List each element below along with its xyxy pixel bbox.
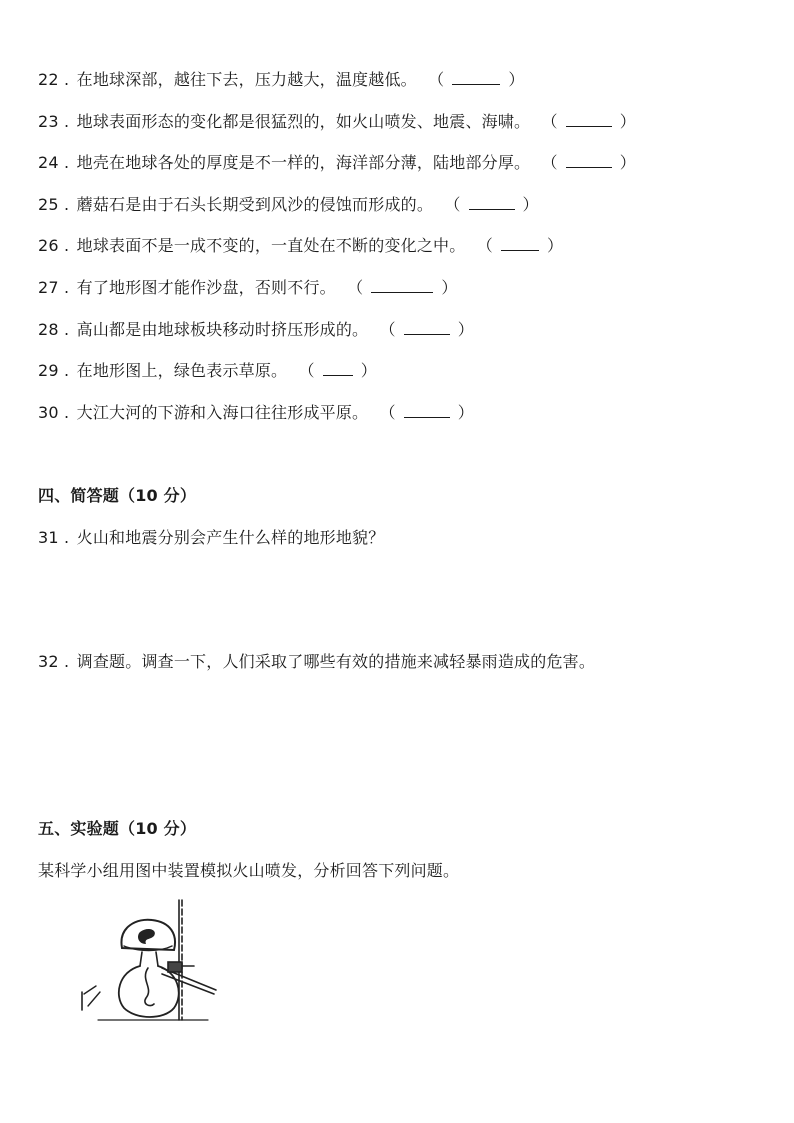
answer-paren-close: ） <box>457 403 474 422</box>
question-26 <box>38 236 563 256</box>
question-text: 地壳在地球各处的厚度是不一样的，海洋部分薄，陆地部分厚。 <box>76 153 531 172</box>
answer-paren-open: （ <box>444 195 461 214</box>
answer-blank[interactable] <box>566 153 612 168</box>
answer-paren-open: （ <box>379 320 396 339</box>
question-24 <box>38 153 636 173</box>
answer-paren-close: ） <box>619 153 636 172</box>
question-text: 地球表面形态的变化都是很猛烈的，如火山喷发、地震、海啸。 <box>76 112 531 131</box>
answer-blank[interactable] <box>404 320 450 335</box>
answer-blank[interactable] <box>452 70 500 85</box>
question-25 <box>38 195 539 215</box>
question-text: 在地球深部，越往下去，压力越大，温度越低。 <box>76 70 417 89</box>
question-29 <box>38 361 377 381</box>
answer-paren-open: （ <box>541 153 558 172</box>
question-28 <box>38 320 474 340</box>
question-30 <box>38 403 474 423</box>
answer-paren-open: （ <box>476 236 493 255</box>
answer-paren-open: （ <box>379 403 396 422</box>
answer-paren-close: ） <box>441 278 458 297</box>
question-text: 蘑菇石是由于石头长期受到风沙的侵蚀而形成的。 <box>76 195 434 214</box>
question-number: 22 . <box>38 70 70 89</box>
answer-paren-open: （ <box>541 112 558 131</box>
answer-blank[interactable] <box>469 195 515 210</box>
answer-paren-close: ） <box>457 320 474 339</box>
question-number: 28 . <box>38 320 70 339</box>
answer-paren-close: ） <box>522 195 539 214</box>
question-32 <box>38 652 595 672</box>
question-text: 大江大河的下游和入海口往往形成平原。 <box>76 403 369 422</box>
answer-paren-open: （ <box>347 278 364 297</box>
question-27 <box>38 278 458 298</box>
answer-paren-close: ） <box>546 236 564 255</box>
section-title-short-answer: 四、简答题（10 分） <box>38 486 197 505</box>
volcano-apparatus-drawing <box>78 896 228 1026</box>
volcano-apparatus-figure <box>78 896 228 1026</box>
answer-paren-open: （ <box>298 361 315 380</box>
question-number: 26 . <box>38 236 70 255</box>
question-23 <box>38 112 636 132</box>
answer-paren-close: ） <box>619 112 636 131</box>
question-number: 30 . <box>38 403 70 422</box>
answer-blank[interactable] <box>323 361 353 376</box>
answer-paren-close: ） <box>508 70 525 89</box>
question-text: 调查题。调查一下，人们采取了哪些有效的措施来减轻暴雨造成的危害。 <box>76 652 596 671</box>
answer-blank[interactable] <box>371 278 433 293</box>
question-number: 27 . <box>38 278 70 297</box>
answer-blank[interactable] <box>501 236 539 251</box>
answer-blank[interactable] <box>404 403 450 418</box>
experiment-intro: 某科学小组用图中装置模拟火山喷发，分析回答下列问题。 <box>38 861 460 880</box>
question-number: 31 . <box>38 528 70 547</box>
question-number: 29 . <box>38 361 70 380</box>
question-31 <box>38 528 384 548</box>
question-text: 火山和地震分别会产生什么样的地形地貌？ <box>76 528 385 547</box>
question-text: 地球表面不是一成不变的，一直处在不断的变化之中。 <box>76 236 466 255</box>
section-title-experiment: 五、实验题（10 分） <box>38 819 197 838</box>
question-22 <box>38 70 525 90</box>
question-number: 24 . <box>38 153 70 172</box>
question-number: 32 . <box>38 652 70 671</box>
question-text: 有了地形图才能作沙盘，否则不行。 <box>76 278 336 297</box>
answer-paren-open: （ <box>428 70 445 89</box>
question-text: 高山都是由地球板块移动时挤压形成的。 <box>76 320 369 339</box>
answer-paren-close: ） <box>360 361 377 380</box>
question-text: 在地形图上，绿色表示草原。 <box>76 361 288 380</box>
question-number: 23 . <box>38 112 70 131</box>
answer-blank[interactable] <box>566 112 612 127</box>
question-number: 25 . <box>38 195 70 214</box>
